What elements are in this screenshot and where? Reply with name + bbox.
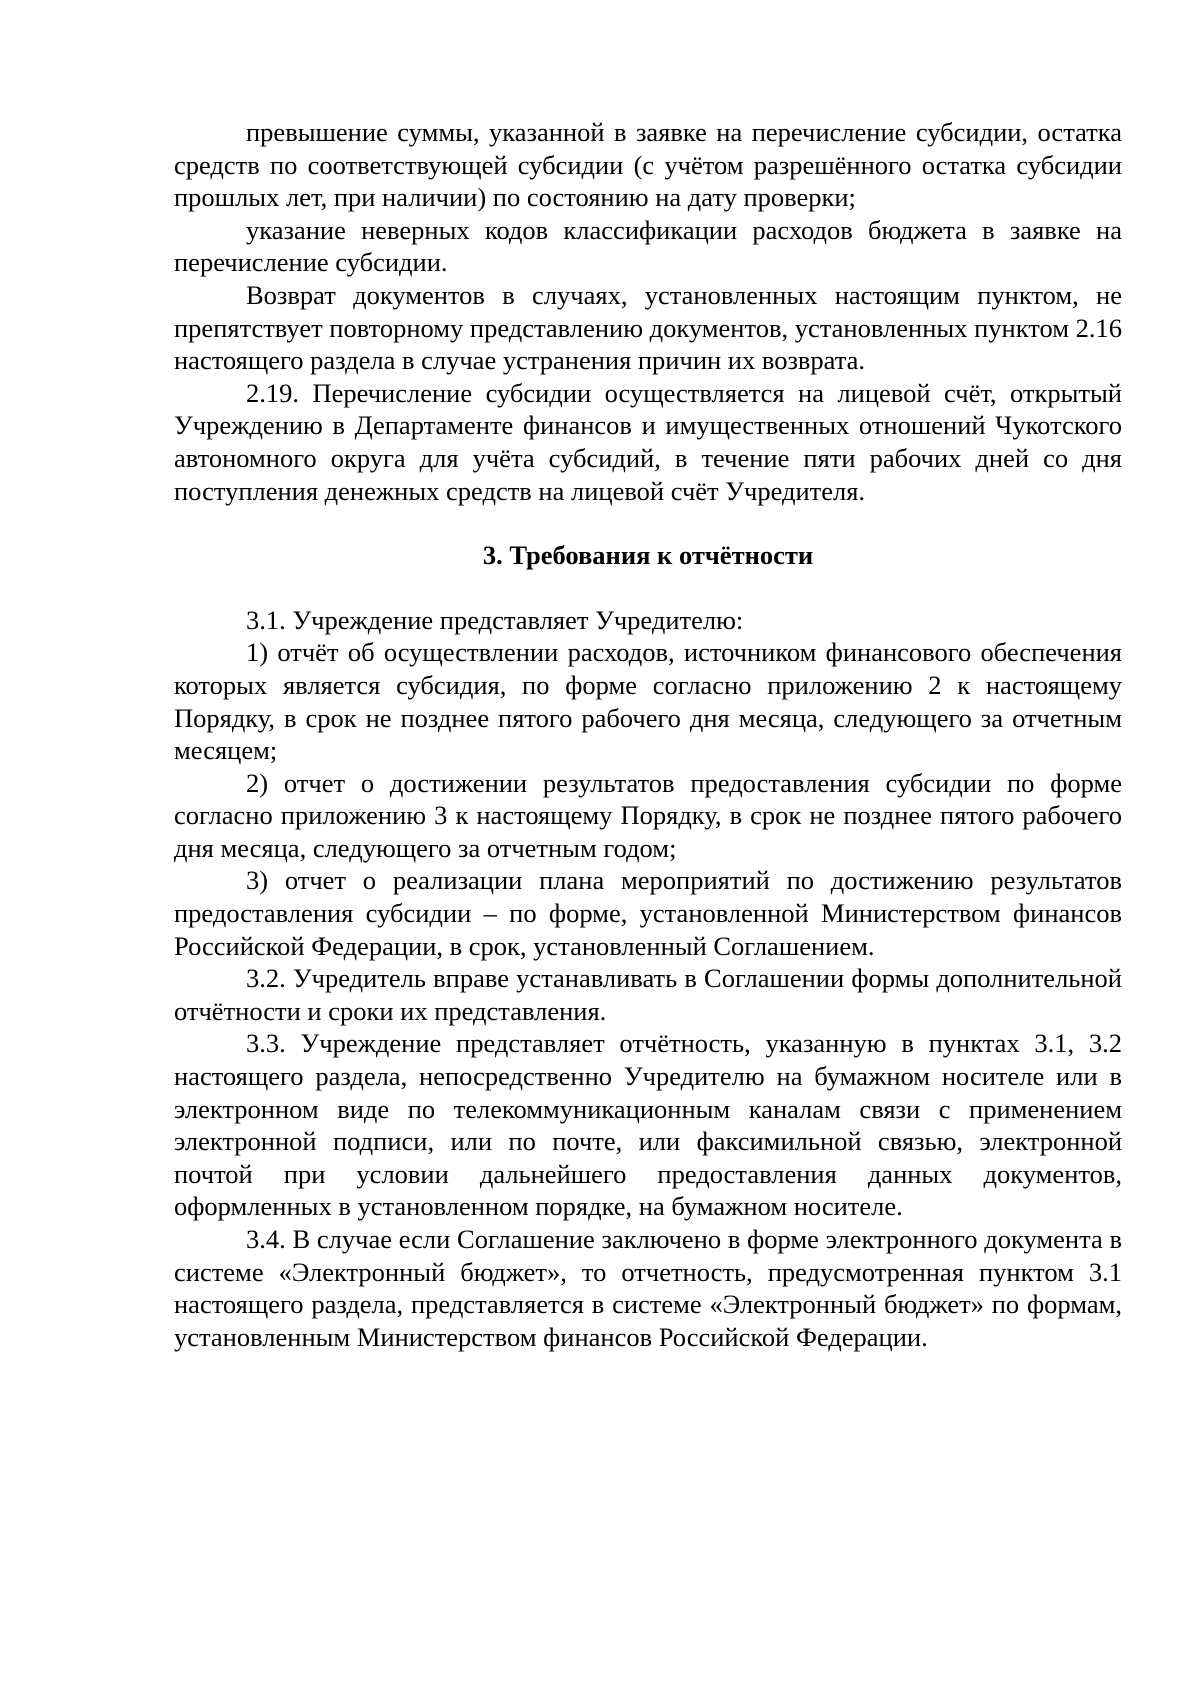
paragraph-2-19: 2.19. Перечисление субсидии осуществляется на лицевой счёт, открытый Учреждению в Департаменте финансов и имущественных отношений Чукотского автономного округа для учёта субсидий, в течение пяти рабочих дней со дня поступления денежных средств на лицевой счёт Учредителя. bbox=[174, 377, 1122, 506]
paragraph-3-2: 3.2. Учредитель вправе устанавливать в Соглашении формы дополнительной отчётности и сроки их представления. bbox=[174, 963, 1122, 1026]
document-page bbox=[174, 116, 1122, 1353]
paragraph-3-4: 3.4. В случае если Соглашение заключено в форме электронного документа в системе «Электронный бюджет», то отчетность, предусмотренная пунктом 3.1 настоящего раздела, представляется в системе «Электронный бюджет» по формам, установленным Министерством финансов Российской Федерации. bbox=[174, 1224, 1122, 1352]
spacer bbox=[174, 572, 1122, 604]
paragraph-3-1-item-3: 3) отчет о реализации плана мероприятий по достижению результатов предоставления субсидии – по форме, установленной Министерством финансов Российской Федерации, в срок, установленный Соглашением. bbox=[174, 865, 1122, 961]
paragraph-3-3: 3.3. Учреждение представляет отчётность, указанную в пунктах 3.1, 3.2 настоящего раздела, непосредственно Учредителю на бумажном носителе или в электронном виде по телекоммуникационным каналам связи с применением электронной подписи, или по почте, или факсимильной связью, электронной почтой при условии дальнейшего предоставления данных документов, оформленных в установленном порядке, на бумажном носителе. bbox=[174, 1028, 1122, 1222]
paragraph-wrong-codes: указание неверных кодов классификации расходов бюджета в заявке на перечисление субсидии. bbox=[174, 214, 1122, 278]
section-heading: 3. Требования к отчётности bbox=[482, 540, 814, 571]
paragraph-return-documents: Возврат документов в случаях, установленных настоящим пунктом, не препятствует повторному представлению документов, установленных пунктом 2.16 настоящего раздела в случае устранения причин их возврата. bbox=[174, 279, 1122, 376]
paragraph-exceeding-amount: превышение суммы, указанной в заявке на перечисление субсидии, остатка средств по соответствующей субсидии (с учётом разрешённого остатка субсидии прошлых лет, при наличии) по состоянию на дату проверки; bbox=[174, 117, 1122, 213]
spacer bbox=[174, 507, 1122, 539]
paragraph-3-1: 3.1. Учреждение представляет Учредителю: bbox=[246, 604, 744, 635]
paragraph-3-1-item-2: 2) отчет о достижении результатов предоставления субсидии по форме согласно приложению 3 к настоящему Порядку, в срок не позднее пятого рабочего дня месяца, следующего за отчетным годом; bbox=[174, 767, 1122, 863]
paragraph-3-1-item-1: 1) отчёт об осуществлении расходов, источником финансового обеспечения которых является субсидия, по форме согласно приложению 2 к настоящему Порядку, в срок не позднее пятого рабочего дня месяца, следующего за отчетным месяцем; bbox=[174, 637, 1122, 766]
